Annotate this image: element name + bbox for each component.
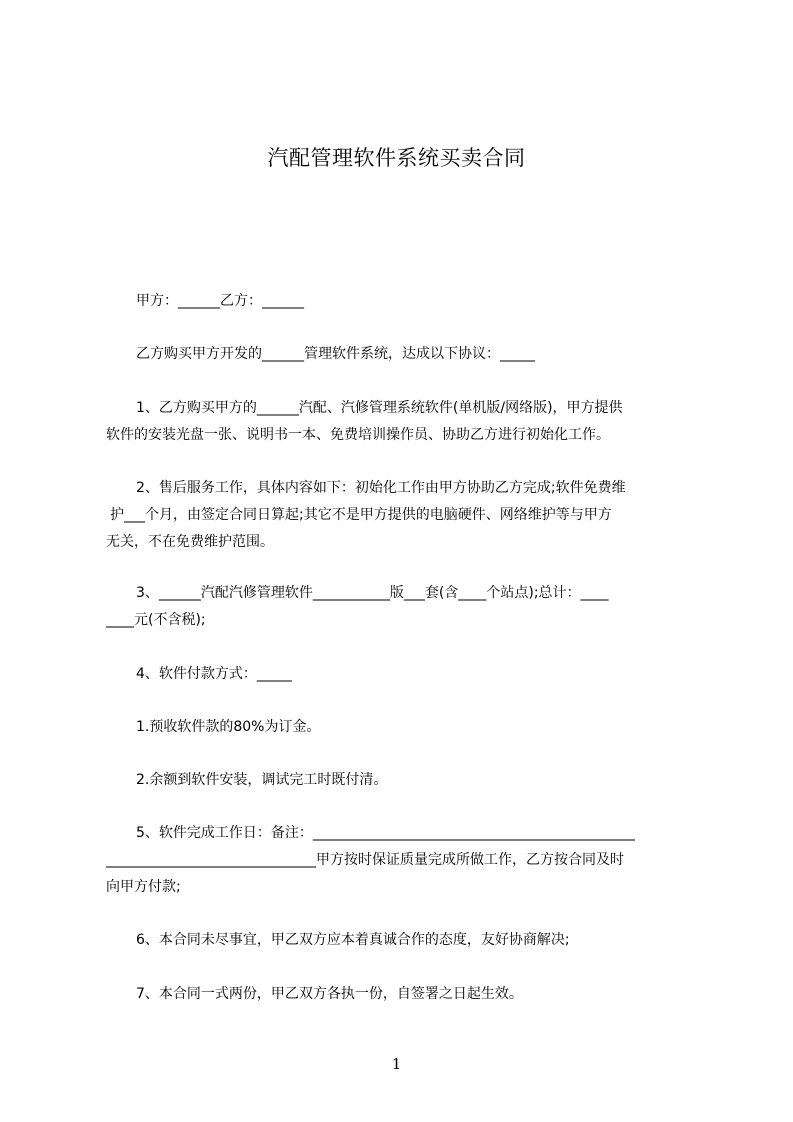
clause-5-line-3: 向甲方付款;	[106, 879, 181, 895]
clause-2-line-2: 护___个月，由签定合同日算起;其它不是甲方提供的电脑硬件、网络维护等与甲方	[110, 507, 612, 523]
clause-1-line-2: 软件的安装光盘一张、说明书一本、免费培训操作员、协助乙方进行初始化工作。	[106, 427, 610, 443]
clause-5-line-1: 5、软件完成工作日：备注：______________________________________________	[136, 825, 635, 841]
payment-item-2	[136, 767, 736, 794]
page-number: 1	[391, 1055, 402, 1073]
clause-3-line-1: 3、______汽配汽修管理软件___________版___套(含____个站点);总计：____	[136, 585, 609, 601]
parties-line	[136, 288, 736, 315]
clause-4-text: 4、软件付款方式：_____	[136, 666, 292, 682]
payment-item-2-text: 2.余额到软件安装，调试完工时既付清。	[136, 772, 388, 788]
clause-5-line-2: ______________________________甲方按时保证质量完成所做工作，乙方按合同及时	[106, 852, 624, 868]
clause-3	[106, 580, 706, 634]
clause-7	[136, 981, 736, 1008]
clause-2	[106, 475, 706, 556]
intro-paragraph	[136, 341, 736, 368]
clause-6	[136, 927, 736, 954]
intro-text: 乙方购买甲方开发的______管理软件系统，达成以下协议：_____	[136, 346, 535, 362]
clause-5	[106, 820, 706, 901]
clause-1-line-1: 1、乙方购买甲方的______汽配、汽修管理系统软件(单机版/网络版)，甲方提供	[136, 400, 623, 416]
clause-4	[136, 661, 736, 688]
payment-item-1-text: 1.预收软件款的80%为订金。	[136, 719, 321, 735]
clause-6-text: 6、本合同未尽事宜，甲乙双方应本着真诚合作的态度，友好协商解决;	[136, 932, 570, 948]
clause-7-text: 7、本合同一式两份，甲乙双方各执一份，自签署之日起生效。	[136, 986, 523, 1002]
clause-2-line-3: 无关，不在免费维护范围。	[106, 534, 274, 550]
document-title: 汽配管理软件系统买卖合同	[267, 146, 526, 170]
clause-1	[106, 395, 706, 449]
clause-3-line-2: ____元(不含税);	[106, 612, 206, 628]
payment-item-1	[136, 714, 736, 741]
parties-text: 甲方：______乙方：______	[136, 293, 304, 309]
clause-2-line-1: 2、售后服务工作，具体内容如下：初始化工作由甲方协助乙方完成;软件免费维	[136, 480, 626, 496]
